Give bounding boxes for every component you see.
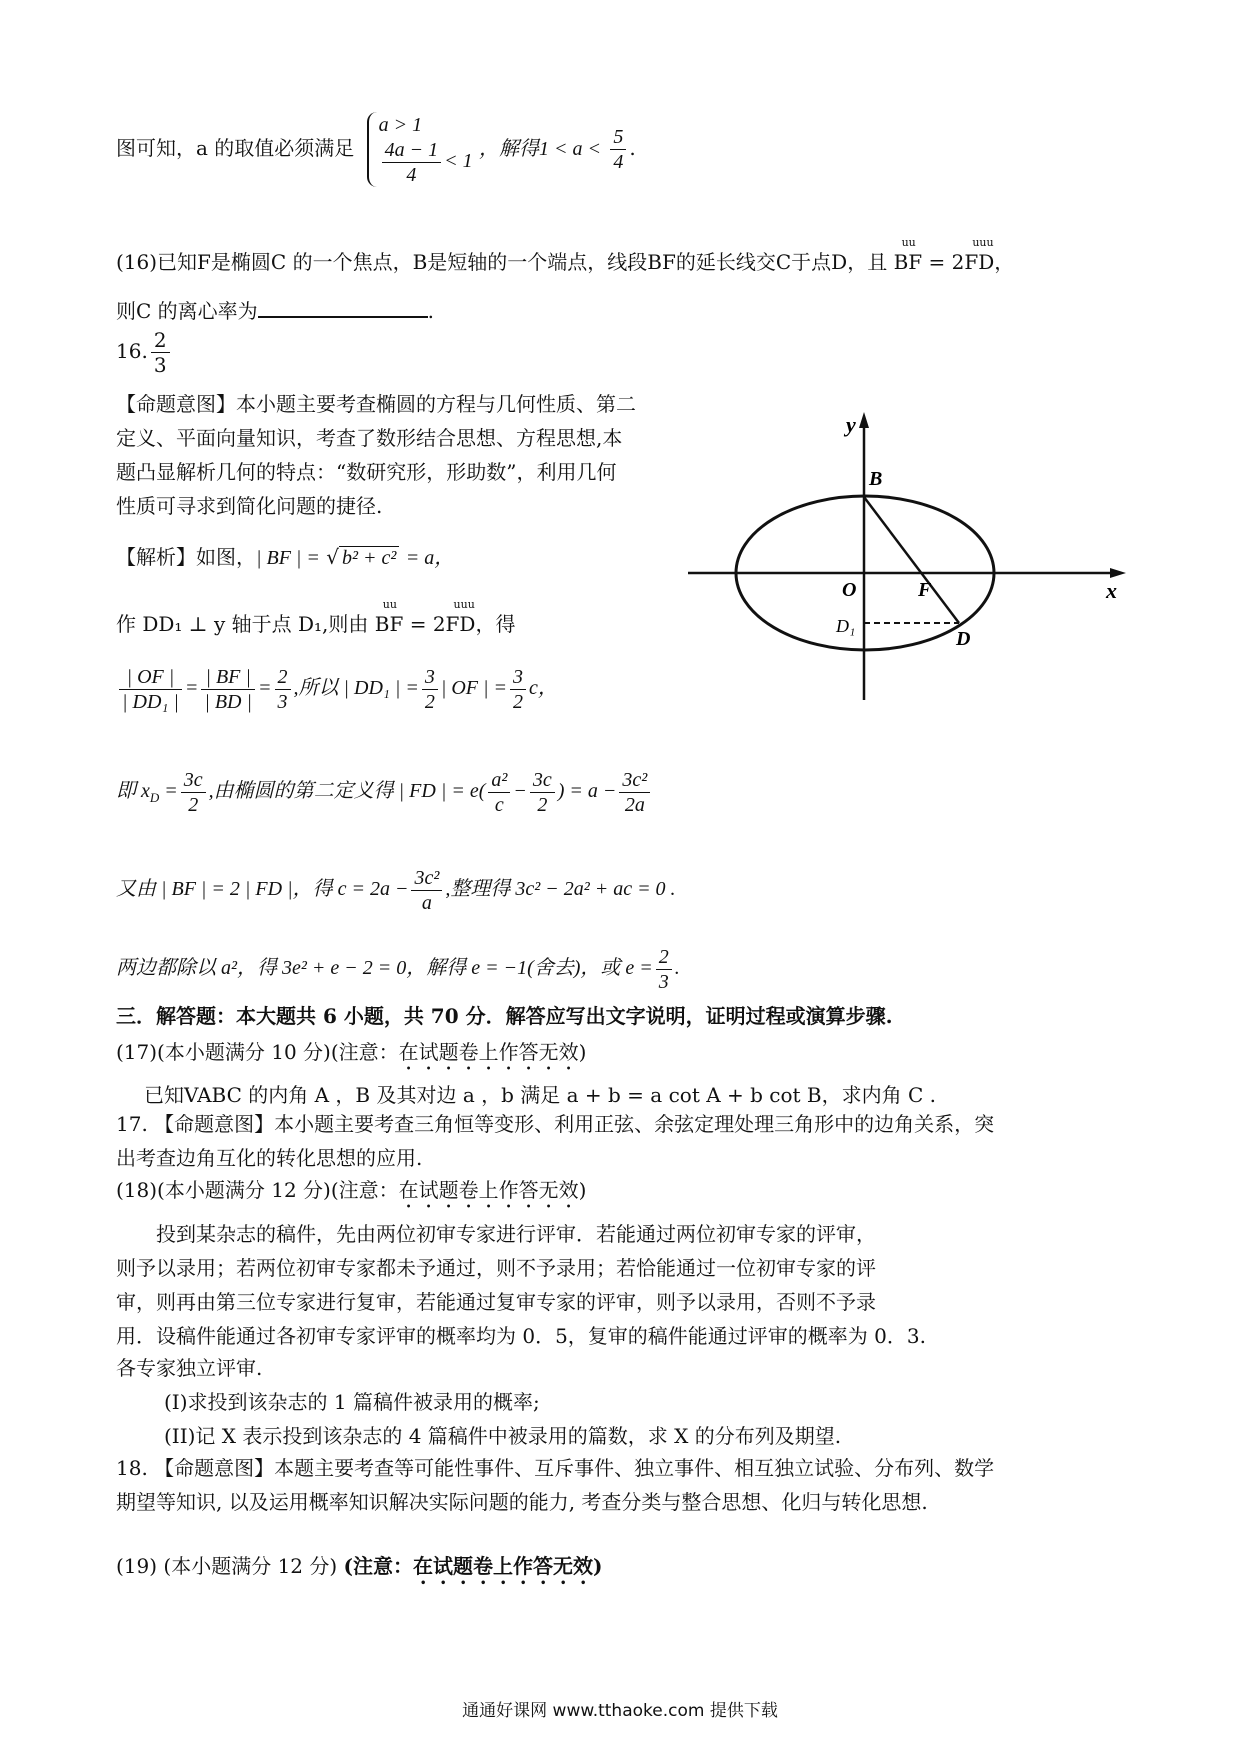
q18-head-end: ): [578, 1178, 587, 1202]
q16-line2-end: .: [427, 299, 435, 323]
a16-label: 16.: [116, 339, 148, 363]
q16-vector-fd: [964, 236, 995, 274]
q16-line2: [116, 298, 434, 323]
q16-eq: = 2: [928, 250, 965, 274]
q18-header: [116, 1178, 586, 1213]
q18-body-1: 投到某杂志的稿件，先由两位初审专家进行评审．若能通过两位初审专家的评审，: [156, 1222, 876, 1246]
s3-f4-den: 2: [424, 691, 435, 713]
p15-system: [367, 112, 473, 187]
s3-end: c，: [529, 677, 558, 700]
s5-end: ,整理得 3c² − 2a² + ac = 0 .: [445, 878, 676, 901]
section3-title: 三．解答题：本大题共 6 小题，共 70 分．解答应写出文字说明，证明过程或演算步骤.: [116, 1004, 893, 1028]
p15-system-row1: a > 1: [378, 114, 423, 136]
s6-den: 3: [658, 971, 669, 993]
s4-f1-den: 2: [188, 794, 199, 816]
q17-head-a: (17)(本小题满分 10 分)(注意：: [116, 1040, 399, 1064]
s6-num: 2: [656, 945, 672, 970]
label-y: y: [846, 412, 856, 437]
s3-f2-den: | BD |: [204, 691, 252, 713]
q16-line2-text: 则C 的离心率为: [116, 299, 258, 323]
sol16-s1-rad: b² + c²: [339, 546, 399, 569]
s6-end: .: [674, 957, 680, 980]
label-f: F: [918, 579, 932, 601]
intent16-l4: 性质可寻求到简化问题的捷径.: [116, 494, 383, 518]
label-d: D: [956, 628, 971, 650]
p15-row2-num: 4a − 1: [382, 138, 442, 163]
sol16-s2-end: ，得: [475, 612, 516, 636]
q16-vector-bf-label: BF: [893, 250, 923, 274]
q18-item-2: (II)记 X 表示投到该杂志的 4 篇稿件中被录用的篇数，求 X 的分布列及期望.: [164, 1424, 842, 1448]
sol16-s1-bf: | BF | =: [256, 547, 320, 569]
sol16-vector-fd-label: FD: [445, 612, 476, 636]
s3-f2-num: | BF |: [201, 665, 255, 690]
q17-head-dotted: 在试题卷上作答无效: [398, 1040, 579, 1064]
s4-close: ) = a −: [557, 780, 617, 803]
sol16-s1-lead: 【解析】如图，: [116, 545, 256, 569]
q19-header: [116, 1554, 602, 1589]
s3-f5-den: 2: [513, 691, 523, 713]
a16-num: 2: [151, 328, 170, 353]
intent16-l1: 【命题意图】本小题主要考查椭圆的方程与几何性质、第二: [116, 392, 636, 416]
q16-line1-end: ，: [994, 250, 1015, 274]
p15-row2-den: 4: [406, 164, 417, 186]
intent16-l2: 定义、平面向量知识，考查了数形结合思想、方程思想,本: [116, 426, 623, 450]
a16-answer: [116, 328, 173, 377]
footer: 通通好课网 www.tthaoke.com 提供下载: [462, 1701, 778, 1721]
q16-line1: [116, 236, 1015, 274]
q17-head-end: ): [578, 1040, 587, 1064]
q18-head-a: (18)(本小题满分 12 分)(注意：: [116, 1178, 399, 1202]
sol16-arrow-mark-2: uuu: [453, 598, 475, 611]
q18-body-4: 用．设稿件能通过各初审专家评审的概率均为 0．5，复审的稿件能通过评审的概率为 0．3.: [116, 1324, 926, 1348]
p15-lead: 图可知，a 的取值必须满足: [116, 136, 355, 160]
s5-f-den: a: [421, 892, 432, 914]
p15-row2-tail: < 1: [444, 150, 473, 173]
s4-f4-num: 3c²: [619, 768, 650, 793]
q19-head-end: ): [593, 1554, 603, 1578]
ellipse-figure: [686, 410, 1126, 710]
sol16-vector-fd: [445, 598, 476, 636]
s3-f3-num: 2: [275, 665, 291, 690]
x-axis-arrow: [1110, 568, 1126, 578]
s5-lead: 又由 | BF | = 2 | FD |，得 c = 2a −: [116, 878, 409, 901]
p15-system-row2: [379, 138, 473, 187]
s3-of: | OF | =: [440, 677, 507, 700]
s4-sub: D: [149, 790, 160, 806]
s4-f2-den: c: [494, 794, 504, 816]
sol16-step5: [116, 866, 676, 915]
s4-lead: 即 x: [116, 780, 150, 803]
sol16-step6: [116, 945, 680, 994]
s4-f1-num: 3c: [181, 768, 206, 793]
s4-mid: ,由椭圆的第二定义得 | FD | = e(: [208, 780, 486, 803]
q18-body-3: 审，则再由第三位专家进行复审，若能通过复审专家的评审，则予以录用，否则不予录: [116, 1290, 876, 1314]
sol16-vector-bf-label: BF: [374, 612, 404, 636]
sol16-step4: 即 $x_D$ = $\frac{3c}{2}$ ,由椭圆的第二定义得 | FD | = e( $\frac{\text{a²}}{c}$ − $\frac{3c}{2}$ ) = a − $\frac{\text{3c²}}{2a}$: [116, 768, 653, 817]
q16-vector-bf: [893, 236, 923, 274]
p15-line: [116, 112, 636, 187]
sol16-s2-eq: = 2: [409, 612, 446, 636]
q19-head-dotted: 在试题卷上作答无效: [413, 1554, 594, 1578]
sol16-step3: $\frac{| OF |}{\text{| DD₁ |}}$ = $\frac{| BF |}{| BD |}$ = $\frac{2}{3}$ ,所以 | DD₁ | = $\frac{3}{2}$ | OF | = $\frac{3}{2}$ c，: [116, 665, 558, 714]
s6-lead: 两边都除以 a²，得 3e² + e − 2 = 0，解得 e = −1(舍去)，或 e =: [116, 957, 653, 980]
p15-ans-num: 5: [610, 125, 626, 150]
q18-intent-l2: 期望等知识, 以及运用概率知识解决实际问题的能力, 考查分类与整合思想、化归与转化思想.: [116, 1490, 928, 1514]
p15-end: .: [629, 136, 636, 160]
q16-text: (16)已知F是椭圆C 的一个焦点，B是短轴的一个端点，线段BF的延长线交C于点D，且: [116, 250, 888, 274]
q17-body: 已知VABC 的内角 A ，B 及其对边 a ，b 满足 a + b = a cot A + b cot B，求内角 C .: [144, 1083, 937, 1107]
s4-f2-num: a²: [488, 768, 510, 793]
p15-tail: ，解得1 < a <: [479, 138, 601, 160]
s5-f-num: 3c²: [411, 866, 442, 891]
answer-blank: [258, 298, 428, 318]
label-d1: D₁: [836, 616, 856, 636]
q17-intent-l1: 17. 【命题意图】本小题主要考查三角恒等变形、利用正弦、余弦定理处理三角形中的边角关系，突: [116, 1112, 995, 1136]
s3-f3-den: 3: [277, 691, 288, 713]
segment-bd: [864, 497, 959, 623]
q19-head-b: (注意：: [343, 1554, 414, 1578]
q16-arrow-mark-1: uu: [901, 236, 916, 249]
s3-f5-num: 3: [510, 665, 526, 690]
y-axis-arrow: [859, 412, 869, 428]
sol16-vector-bf: [374, 598, 404, 636]
q18-item-1: (I)求投到该杂志的 1 篇稿件被录用的概率;: [164, 1390, 540, 1414]
sqrt-sign: √: [326, 545, 340, 569]
q18-body-2: 则予以录用；若两位初审专家都未予通过，则不予录用；若恰能通过一位初审专家的评: [116, 1256, 876, 1280]
s4-f3-num: 3c: [530, 768, 555, 793]
a16-den: 3: [153, 353, 167, 377]
label-b: B: [869, 468, 883, 490]
sol16-arrow-mark-1: uu: [382, 598, 397, 611]
p15-ans-den: 4: [613, 151, 624, 173]
s3-f4-num: 3: [422, 665, 438, 690]
s4-f4-den: 2a: [624, 794, 645, 816]
sol16-step1: [116, 545, 454, 570]
q19-head-a: (19) (本小题满分 12 分): [116, 1554, 344, 1578]
q16-arrow-mark-2: uuu: [972, 236, 994, 249]
label-x: x: [1106, 578, 1117, 603]
label-o: O: [842, 579, 857, 601]
q16-vector-fd-label: FD: [964, 250, 995, 274]
q18-body-5: 各专家独立评审.: [116, 1356, 263, 1380]
sol16-step2: [116, 598, 516, 636]
s3-mid: ,所以 | DD₁ | =: [293, 677, 419, 700]
s3-f1-den: | DD₁ |: [122, 691, 179, 713]
sol16-s1-end: = a，: [405, 547, 455, 569]
sol16-s2-lead: 作 DD₁ ⊥ y 轴于点 D₁,则由: [116, 612, 369, 636]
q18-head-dotted: 在试题卷上作答无效: [398, 1178, 579, 1202]
q17-intent-l2: 出考查边角互化的转化思想的应用.: [116, 1146, 423, 1170]
s4-f3-den: 2: [537, 794, 548, 816]
s3-f1-num: | OF |: [119, 665, 182, 690]
q17-header: [116, 1040, 586, 1075]
q18-intent-l1: 18. 【命题意图】本题主要考查等可能性事件、互斥事件、独立事件、相互独立试验、分布列、数学: [116, 1456, 995, 1480]
intent16-l3: 题凸显解析几何的特点：“数研究形，形助数”，利用几何: [116, 460, 617, 484]
